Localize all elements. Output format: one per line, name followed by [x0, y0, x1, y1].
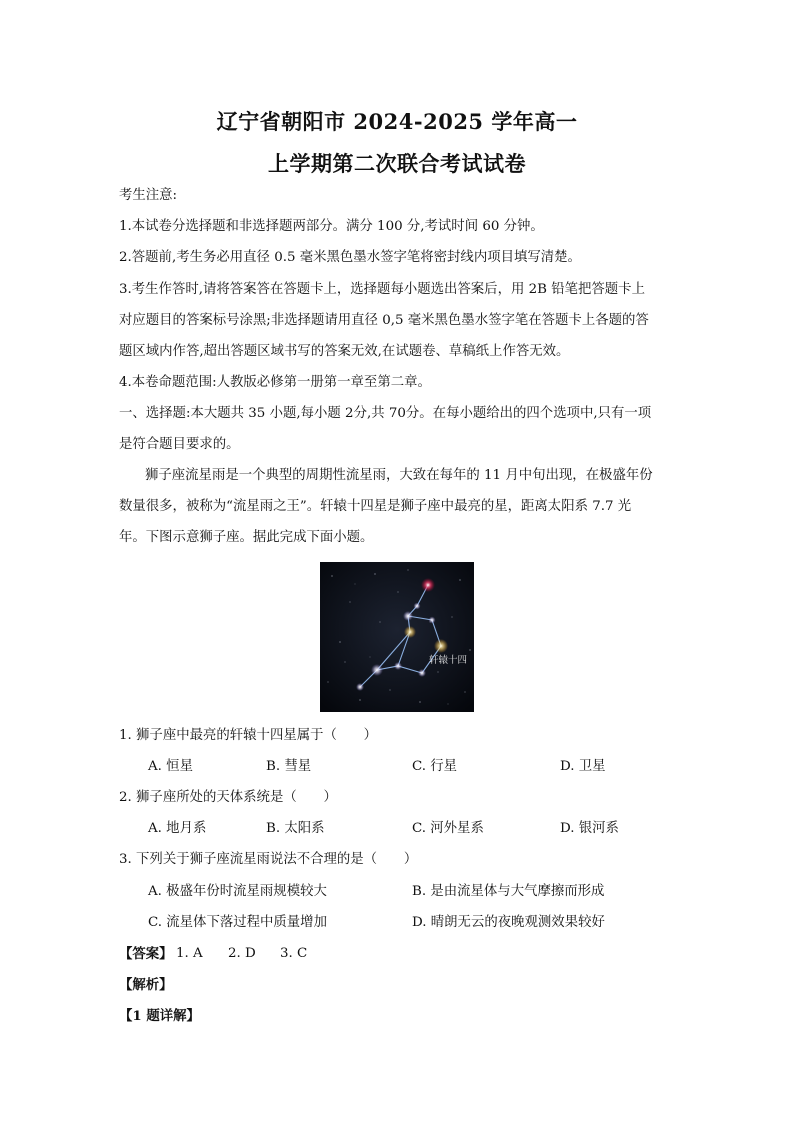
notice-item: 1.本试卷分选择题和非选择题两部分。满分 100 分,考试时间 60 分钟。: [119, 219, 544, 234]
section-heading: 一、选择题:本大题共 35 小题,每小题 2分,共 70分。在每小题给出的四个选项中,只有一项: [119, 406, 652, 421]
question-1-option-a: A. 恒星: [148, 759, 193, 774]
notice-item: 2.答题前,考生务必用直径 0.5 毫米黑色墨水签字笔将密封线内项目填写清楚。: [119, 250, 581, 265]
night-sky: [320, 562, 474, 712]
question-3-option-b: B. 是由流星体与大气摩擦而形成: [412, 884, 605, 899]
leo-constellation-svg: [320, 562, 474, 712]
exam-title-line1: 辽宁省朝阳市 2024-2025 学年高一: [216, 109, 578, 134]
answer-2: 2. D: [228, 946, 256, 961]
regulus-label: 轩辕十四: [429, 655, 468, 666]
passage-line: 狮子座流星雨是一个典型的周期性流星雨，大致在每年的 11 月中旬出现，在极盛年份: [145, 468, 653, 483]
detail-label: 【1 题详解】: [119, 1008, 200, 1024]
answer-1: 1. A: [176, 946, 203, 961]
notice-heading: 考生注意:: [119, 188, 178, 203]
question-1-option-c: C. 行星: [412, 759, 458, 774]
question-1-option-b: B. 彗星: [266, 759, 312, 774]
notice-item: 题区域内作答,超出答题区域书写的答案无效,在试题卷、草稿纸上作答无效。: [119, 344, 570, 359]
question-2-option-b: B. 太阳系: [266, 821, 325, 836]
notice-item: 4.本卷命题范围:人教版必修第一册第一章至第二章。: [119, 375, 431, 390]
question-2-option-c: C. 河外星系: [412, 821, 484, 836]
analysis-label: 【解析】: [119, 977, 173, 993]
question-2-stem: 2. 狮子座所处的天体系统是（ ）: [119, 790, 337, 805]
question-1-stem: 1. 狮子座中最亮的轩辕十四星属于（ ）: [119, 728, 378, 743]
question-2-option-d: D. 银河系: [560, 821, 619, 836]
question-3-stem: 3. 下列关于狮子座流星雨说法不合理的是（ ）: [119, 852, 418, 867]
passage-line: 年。下图示意狮子座。据此完成下面小题。: [119, 530, 374, 545]
answer-3: 3. C: [280, 946, 308, 961]
question-3-option-a: A. 极盛年份时流星雨规模较大: [148, 884, 327, 899]
leo-constellation-figure: [320, 562, 474, 712]
question-3-option-c: C. 流星体下落过程中质量增加: [148, 915, 327, 930]
answer-label: 【答案】: [119, 946, 173, 962]
notice-item: 3.考生作答时,请将答案答在答题卡上，选择题每小题选出答案后，用 2B 铅笔把答题卡上: [119, 282, 645, 297]
section-heading-cont: 是符合题目要求的。: [119, 437, 240, 452]
notice-item: 对应题目的答案标号涂黑;非选择题请用直径 0,5 毫米黑色墨水签字笔在答题卡上各题的答: [119, 313, 649, 328]
question-3-option-d: D. 晴朗无云的夜晚观测效果较好: [412, 915, 605, 930]
question-1-option-d: D. 卫星: [560, 759, 606, 774]
exam-title-line2: 上学期第二次联合考试试卷: [268, 151, 526, 176]
question-2-option-a: A. 地月系: [148, 821, 207, 836]
passage-line: 数量很多，被称为“流星雨之王”。轩辕十四星是狮子座中最亮的星，距离太阳系 7.7 光: [119, 499, 632, 514]
